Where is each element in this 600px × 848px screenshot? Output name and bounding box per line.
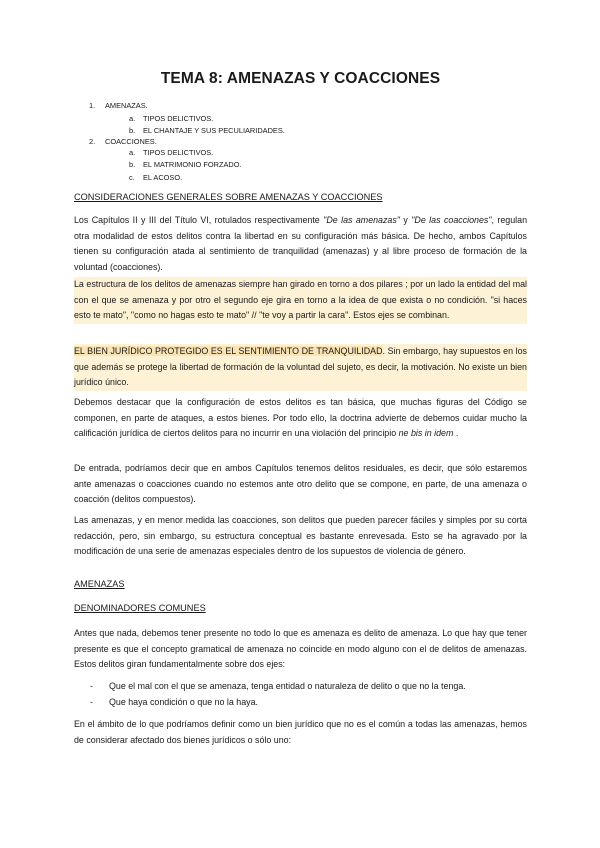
list-item-text: Que el mal con el que se amenaza, tenga entidad o naturaleza de delito o que no la tenga.: [109, 681, 466, 691]
toc-number: b.: [129, 126, 136, 136]
toc-label: EL MATRIMONIO FORZADO.: [143, 160, 242, 170]
paragraph: En el ámbito de lo que podríamos definir como un bien jurídico que no es el común a todas las amenazas, hemos de considerar afectado dos bienes jurídicos o sólo uno:: [74, 719, 527, 745]
bullet-list: [74, 679, 527, 710]
paragraph-text: y: [399, 215, 412, 225]
paragraph-text: , regulan otra modalidad de estos delitos contra la libertad en su configuración más básica. De hecho, ambos Capítulos tienen su configuración atada al sentimiento de tranquilidad (amenazas) y al libre proceso de formación de la voluntad (coacciones).: [74, 215, 528, 272]
list-item: [74, 695, 527, 711]
section-heading-general: CONSIDERACIONES GENERALES SOBRE AMENAZAS Y COACCIONES: [74, 192, 383, 202]
toc-label: TIPOS DELICTIVOS.: [143, 147, 214, 157]
italic-text: ne bis in idem: [398, 428, 454, 439]
toc-number: 1.: [89, 101, 96, 110]
page-title: TEMA 8: AMENAZAS Y COACCIONES: [160, 70, 441, 87]
highlighted-paragraph: [74, 344, 527, 391]
highlighted-paragraph: La estructura de los delitos de amenazas siempre han girado en torno a dos pilares ; por un lado la entidad del mal con el que se amenaza y por otro el segundo eje gira en torno a la idea de que exista o no condición. "si haces esto te mato", "como no hagas esto te mato" // "te voy a partir la cara". Estos ejes se combinan.: [74, 277, 527, 324]
paragraph: Antes que nada, debemos tener presente no todo lo que es amenaza es delito de amenaza. Lo que hay que tener presente es que el concepto gramatical de amenaza no coincide en modo alguno con el de delitos de amenazas. Estos delitos giran fundamentalmente sobre dos ejes:: [74, 628, 527, 670]
italic-text: "De las amenazas": [323, 215, 400, 225]
toc-item: [74, 137, 527, 147]
toc-number: 2.: [89, 137, 96, 147]
table-of-contents: [74, 101, 527, 183]
paragraph: Las amenazas, y en menor medida las coacciones, son delitos que pueden parecer fáciles y simples por su corta redacción, pero, sin embargo, su estructura conceptual es bastante enrevesada. Esto se ha agravado por la modificación de una serie de amenazas especiales dentro de los supuestos de violencia de género.: [74, 515, 527, 557]
list-item-text: Que haya condición o que no la haya.: [109, 696, 259, 707]
toc-label: EL ACOSO.: [143, 173, 183, 183]
paragraph: [74, 395, 527, 442]
paragraph-text: Los Capítulos II y III del Título VI, rotulados respectivamente: [74, 215, 324, 225]
toc-number: a.: [129, 113, 136, 123]
list-item: [74, 679, 527, 695]
toc-number: c.: [129, 173, 135, 183]
paragraph: [74, 213, 527, 275]
bullet-dash: -: [90, 681, 93, 691]
section-heading-denominadores: DENOMINADORES COMUNES: [74, 603, 206, 613]
paragraph-text: .: [453, 428, 459, 439]
toc-item: [74, 160, 527, 170]
toc-item: [74, 126, 527, 136]
toc-number: b.: [129, 160, 136, 170]
section-heading-amenazas: AMENAZAS: [74, 579, 125, 589]
paragraph-text: Debemos destacar que la configuración de estos delitos es tan básica, que muchas figuras del Código se componen, en parte de ataques, a estos bienes. Por todo ello, la doctrina advierte de debemos cuidar mucho la calificación jurídica de ciertos delitos para no incurrir en una violación del principio: [74, 397, 527, 439]
toc-number: a.: [129, 147, 136, 157]
toc-item: [74, 173, 527, 183]
toc-item: [74, 101, 527, 111]
toc-label: COACCIONES.: [105, 137, 157, 147]
paragraph-text: . Sin embargo, hay supuestos en los que además se protege la libertad de formación de la voluntad del sujeto, es decir, la motivación. No existe un bien jurídico único.: [74, 346, 527, 388]
toc-label: TIPOS DELICTIVOS.: [143, 113, 214, 123]
bullet-dash: -: [90, 696, 93, 707]
italic-text: "De las coacciones": [411, 215, 492, 225]
toc-item: [74, 114, 527, 124]
toc-item: [74, 148, 527, 158]
key-statement: EL BIEN JURÍDICO PROTEGIDO ES EL SENTIMIENTO DE TRANQUILIDAD: [74, 346, 383, 356]
toc-label: EL CHANTAJE Y SUS PECULIARIDADES.: [143, 126, 285, 136]
paragraph: De entrada, podríamos decir que en ambos Capítulos tenemos delitos residuales, es decir, que sólo estaremos ante amenazas o coacciones cuando no estemos ante otro delito que se compone, en parte, de una amenaza o coacción (delitos compuestos).: [74, 463, 527, 505]
toc-label: AMENAZAS.: [105, 101, 148, 110]
